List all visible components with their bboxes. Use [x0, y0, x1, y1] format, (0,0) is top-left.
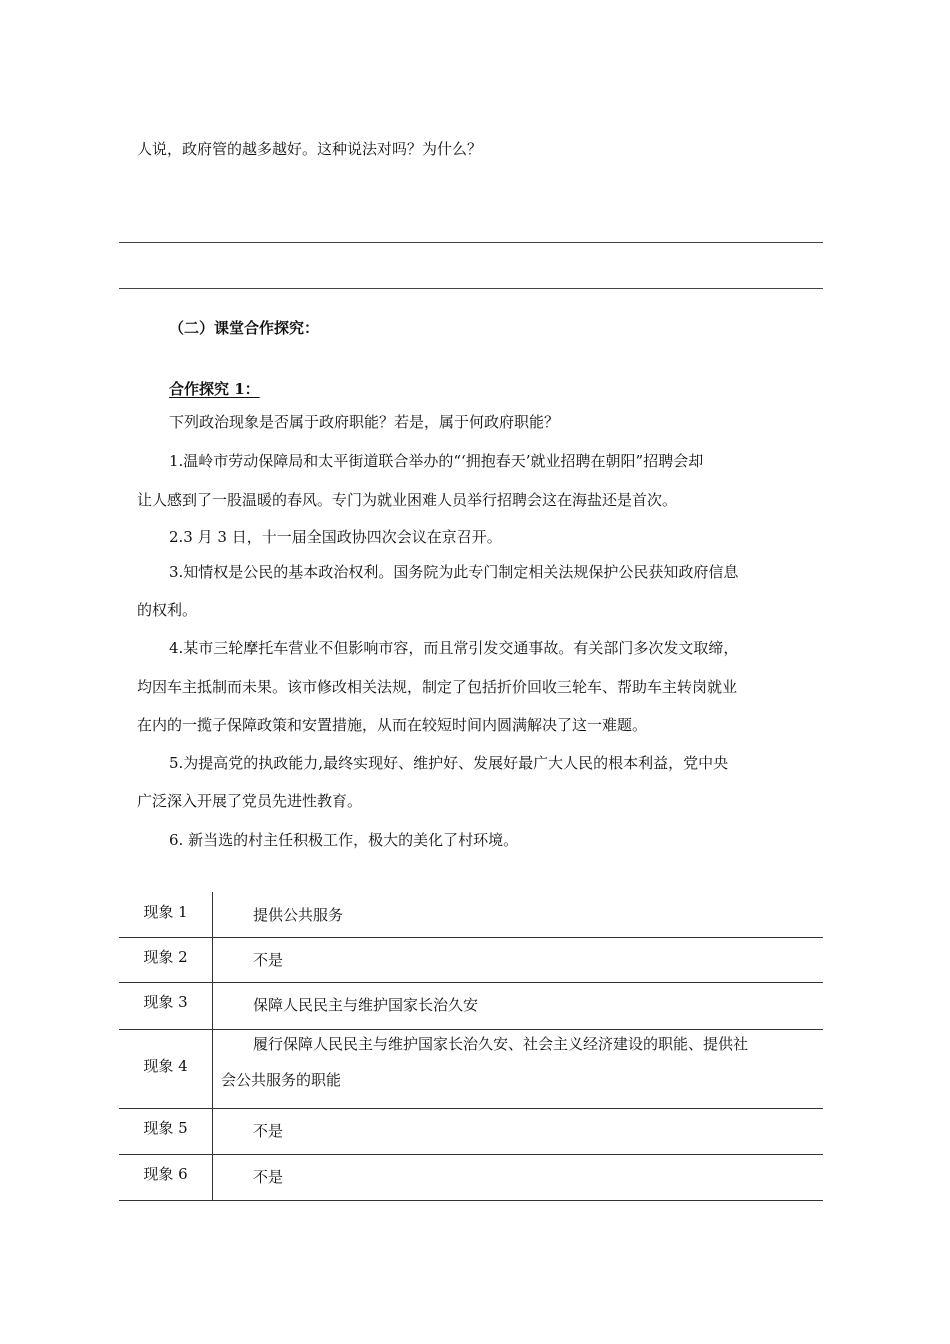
answer-line-1[interactable]: [119, 242, 823, 243]
row-value: 不是: [253, 1168, 284, 1186]
exploration-title: 合作探究 1：: [169, 380, 260, 398]
row-label: 现象 3: [119, 983, 213, 1029]
row-label: 现象 1: [119, 892, 213, 937]
item-3-line-2: 的权利。: [137, 601, 198, 619]
item-5-line-1: 5.为提高党的执政能力,最终实现好、维护好、发展好最广大人民的根本利益，党中央: [169, 754, 729, 772]
row-label: 现象 2: [119, 938, 213, 982]
table-row: [119, 892, 823, 938]
item-2-line-1: 2.3 月 3 日，十一届全国政协四次会议在京召开。: [169, 528, 502, 546]
row-value: 不是: [253, 1122, 284, 1140]
row-value: [213, 1030, 823, 1108]
row-label: 现象 4: [119, 1030, 213, 1108]
row-label: 现象 6: [119, 1155, 213, 1200]
answer-table: [119, 892, 823, 1201]
table-row: [119, 983, 823, 1030]
table-row: [119, 1030, 823, 1109]
item-4-line-1: 4.某市三轮摩托车营业不但影响市容，而且常引发交通事故。有关部门多次发文取缔，: [169, 639, 739, 657]
table-row: [119, 938, 823, 983]
answer-line-2[interactable]: [119, 288, 823, 289]
item-4-line-2: 均因车主抵制而未果。该市修改相关法规，制定了包括折价回收三轮车、帮助车主转岗就业: [137, 678, 738, 696]
section-heading: （二）课堂合作探究：: [169, 319, 320, 337]
item-5-line-2: 广泛深入开展了党员先进性教育。: [137, 792, 363, 810]
exploration-prompt: 下列政治现象是否属于政府职能？若是，属于何政府职能？: [169, 413, 560, 431]
table-row: [119, 1155, 823, 1201]
row-value: 保障人民民主与维护国家长治久安: [253, 996, 479, 1014]
item-6-line-1: 6. 新当选的村主任积极工作，极大的美化了村环境。: [169, 831, 519, 849]
row-value-line-1: 履行保障人民民主与维护国家长治久安、社会主义经济建设的职能、提供社: [253, 1035, 749, 1053]
item-1-line-2: 让人感到了一股温暖的春风。专门为就业困难人员举行招聘会这在海盐还是首次。: [137, 491, 678, 509]
row-label: 现象 5: [119, 1109, 213, 1154]
intro-question: 人说，政府管的越多越好。这种说法对吗？为什么？: [137, 140, 483, 158]
item-1-line-1: 1.温岭市劳动保障局和太平街道联合举办的“‘拥抱春天’就业招聘在朝阳”招聘会却: [169, 452, 704, 470]
table-row: [119, 1109, 823, 1155]
row-value: 不是: [253, 951, 284, 969]
row-value: 提供公共服务: [253, 906, 344, 924]
row-value-line-2: 会公共服务的职能: [221, 1071, 342, 1089]
item-3-line-1: 3.知情权是公民的基本政治权利。国务院为此专门制定相关法规保护公民获知政府信息: [169, 563, 739, 581]
item-4-line-3: 在内的一揽子保障政策和安置措施，从而在较短时间内圆满解决了这一难题。: [137, 716, 648, 734]
